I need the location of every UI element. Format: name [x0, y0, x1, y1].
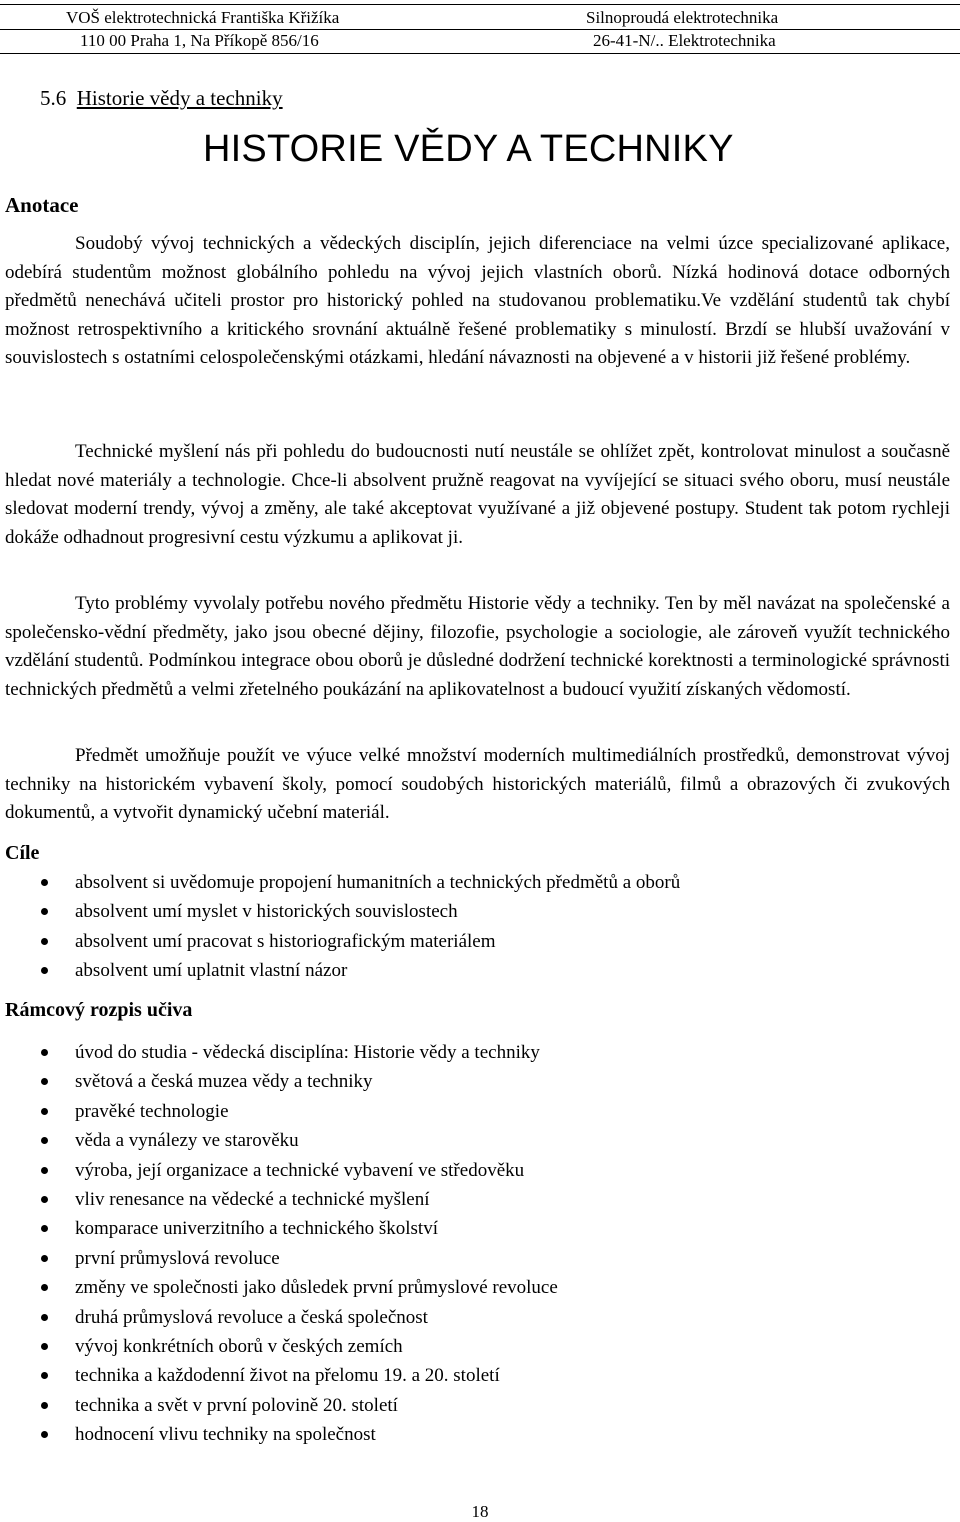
syllabus-list — [0, 1038, 558, 1449]
list-item: absolvent umí myslet v historických souvislostech — [0, 897, 680, 926]
list-item: věda a vynálezy ve starověku — [0, 1126, 558, 1155]
list-item: absolvent umí pracovat s historiografickým materiálem — [0, 927, 680, 956]
page-title: HISTORIE VĚDY A TECHNIKY — [203, 128, 734, 170]
list-item: výroba, její organizace a technické vybavení ve středověku — [0, 1156, 558, 1185]
list-item: druhá průmyslová revoluce a česká společnost — [0, 1303, 558, 1332]
list-item: technika a svět v první polovině 20. století — [0, 1391, 558, 1420]
list-item: hodnocení vlivu techniky na společnost — [0, 1420, 558, 1449]
header-school: VOŠ elektrotechnická Františka Křižíka — [66, 8, 340, 27]
page-header — [0, 0, 960, 54]
anotace-label: Anotace — [5, 193, 79, 217]
list-item: vliv renesance na vědecké a technické myšlení — [0, 1185, 558, 1214]
paragraph-4: Předmět umožňuje použít ve výuce velké množství moderních multimediálních prostředků, demonstrovat vývoj techniky na historickém vybavení školy, pomocí soudobých historických materiálů, filmů a obrazových či zvukových dokumentů, a vytvořit dynamický učební materiál. — [5, 745, 950, 823]
header-program: Silnoproudá elektrotechnika — [586, 8, 779, 27]
list-item: technika a každodenní život na přelomu 19. a 20. století — [0, 1361, 558, 1390]
header-code: 26-41-N/.. Elektrotechnika — [593, 31, 776, 50]
list-item: vývoj konkrétních oborů v českých zemích — [0, 1332, 558, 1361]
goals-heading: Cíle — [5, 842, 40, 864]
header-bottom-rule — [0, 53, 960, 54]
list-item: pravěké technologie — [0, 1097, 558, 1126]
header-top-rule — [0, 4, 960, 5]
syllabus-heading: Rámcový rozpis učiva — [5, 999, 193, 1021]
list-item: absolvent umí uplatnit vlastní názor — [0, 956, 680, 985]
header-address: 110 00 Praha 1, Na Příkopě 856/16 — [80, 31, 319, 50]
list-item: světová a česká muzea vědy a techniky — [0, 1067, 558, 1096]
list-item: první průmyslová revoluce — [0, 1244, 558, 1273]
page-number: 18 — [471, 1502, 489, 1521]
section-number: 5.6 — [40, 86, 67, 110]
list-item: úvod do studia - vědecká disciplína: Historie vědy a techniky — [0, 1038, 558, 1067]
section-title: Historie vědy a techniky — [76, 86, 283, 110]
list-item: absolvent si uvědomuje propojení humanitních a technických předmětů a oborů — [0, 868, 680, 897]
list-item: komparace univerzitního a technického školství — [0, 1214, 558, 1243]
list-item: změny ve společnosti jako důsledek první průmyslové revoluce — [0, 1273, 558, 1302]
paragraph-2: Technické myšlení nás při pohledu do budoucnosti nutí neustále se ohlížet zpět, kontrolovat minulost a současně hledat nové materiály a technologie. Chce-li absolvent pružně reagovat na vyvíjející se situaci svého oboru, musí neustále sledovat moderní trendy, vývoj a změny, ale také akceptovat využívané a již objevené postupy. Student tak potom rychleji dokáže odhadnout progresivní cestu výzkumu a aplikovat ji. — [5, 441, 950, 548]
goals-list — [0, 868, 680, 986]
section-heading — [40, 86, 283, 111]
header-middle-rule — [0, 29, 960, 30]
paragraph-1: Soudobý vývoj technických a vědeckých disciplín, jejich diferenciace na velmi úzce specializované aplikace, odebírá studentům možnost globálního pohledu na vývoj jejich vlastních oborů. Nízká hodinová dotace odborných předmětů nenechává učiteli prostor pro historický pohled na studovanou problematiku.Ve vzdělání studentů tak chybí možnost retrospektivního a kritického srovnání aktuálně řešené problematiky s minulostí. Brzdí se hlubší uvažování v souvislostech s ostatními celospolečenskými otázkami, hledání návaznosti na objevené a v historii již řešené problémy. — [5, 233, 950, 368]
paragraph-3: Tyto problémy vyvolaly potřebu nového předmětu Historie vědy a techniky. Ten by měl navázat na společenské a společensko-vědní předměty, jako jsou obecné dějiny, filozofie, psychologie a sociologie, ale zároveň využít technického vzdělání studentů. Podmínkou integrace obou oborů je důsledné dodržení technické korektnosti a terminologické správnosti technických předmětů a velmi zřetelného poukázání na aplikovatelnost a budoucí využití získaných vědomostí. — [5, 593, 950, 700]
